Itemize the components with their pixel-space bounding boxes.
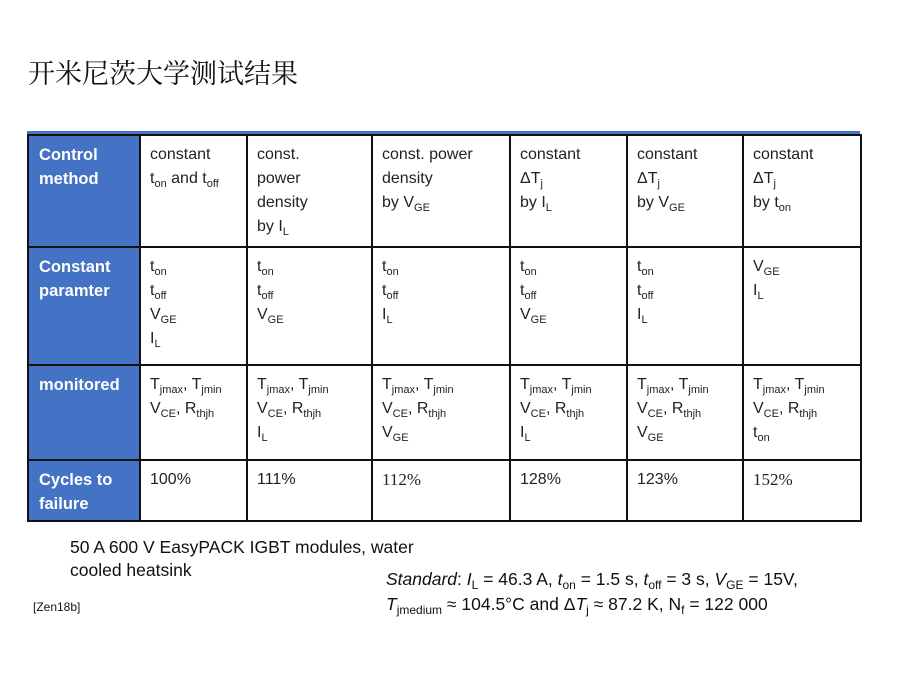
cell-mon-4: $T_{jmax}$, $T_{jmin}$ $V_{CE}$, $R_{thjh}$ $I_L$ (510, 365, 627, 460)
results-table (27, 134, 862, 522)
cell-mon-3: $T_{jmax}$, $T_{jmin}$ $V_{CE}$, $R_{thjh}$ $V_{GE}$ (372, 365, 510, 460)
cell-cycles-4: 128% (510, 460, 627, 521)
cell-mon-6: $T_{jmax}$, $T_{jmin}$ $V_{CE}$, $R_{thjh}$ $t_{on}$ (743, 365, 861, 460)
citation: [Zen18b] (33, 600, 81, 614)
cell-const-6: $V_{GE}$ $I_L$ (743, 247, 861, 365)
cell-const-3: $t_{on}$ $t_{off}$ $I_L$ (372, 247, 510, 365)
page-title: 开米尼茨大学测试结果 (28, 59, 298, 90)
row-header-constant-parameter: Constant paramter (28, 247, 140, 365)
cell-cycles-5: 123% (627, 460, 743, 521)
cell-control-3: const. power density by $V_{GE}$ (372, 135, 510, 247)
cell-const-2: $t_{on}$ $t_{off}$ $V_{GE}$ (247, 247, 372, 365)
cell-mon-1: $T_{jmax}$, $T_{jmin}$ $V_{CE}$, $R_{thjh}$ (140, 365, 247, 460)
table-row-cycles (28, 460, 861, 521)
cell-mon-2: $T_{jmax}$, $T_{jmin}$ $V_{CE}$, $R_{thjh}$ $I_L$ (247, 365, 372, 460)
cell-mon-5: $T_{jmax}$, $T_{jmin}$ $V_{CE}$, $R_{thjh}$ $V_{GE}$ (627, 365, 743, 460)
cell-cycles-6: 152% (743, 460, 861, 521)
table-row-monitored (28, 365, 861, 460)
cell-cycles-2: 111% (247, 460, 372, 521)
table-row-constant-parameter (28, 247, 861, 365)
cell-control-4: constant $\Delta T_j$ by $I_L$ (510, 135, 627, 247)
cell-const-5: $t_{on}$ $t_{off}$ $I_L$ (627, 247, 743, 365)
module-description: 50 A 600 V EasyPACK IGBT modules, water cooled heatsink (70, 537, 414, 580)
standard-conditions: Standard: $I_L = 46.3$ A, $t_{on} = 1.5$ s, $t_{off} = 3$ s, $V_{GE} = 15V$, $T_{jmedium} \approx 104.5^\circ C$ and $\Delta T_j \approx 87.2$ K, $N_f = 122$ 000 (386, 569, 798, 617)
cell-control-6: constant $\Delta T_j$ by $t_{on}$ (743, 135, 861, 247)
cell-control-5: constant $\Delta T_j$ by $V_{GE}$ (627, 135, 743, 247)
cell-cycles-1: 100% (140, 460, 247, 521)
cell-control-2: const. power density by $I_L$ (247, 135, 372, 247)
cell-cycles-3: 112% (372, 460, 510, 521)
cell-const-4: $t_{on}$ $t_{off}$ $V_{GE}$ (510, 247, 627, 365)
row-header-cycles: Cycles to failure (28, 460, 140, 521)
row-header-monitored: monitored (28, 365, 140, 460)
table-row-control-method (28, 135, 861, 247)
cell-control-1: constant $t_{on}$ and $t_{off}$ (140, 135, 247, 247)
cell-const-1: $t_{on}$ $t_{off}$ $V_{GE}$ $I_L$ (140, 247, 247, 365)
row-header-control-method: Control method (28, 135, 140, 247)
